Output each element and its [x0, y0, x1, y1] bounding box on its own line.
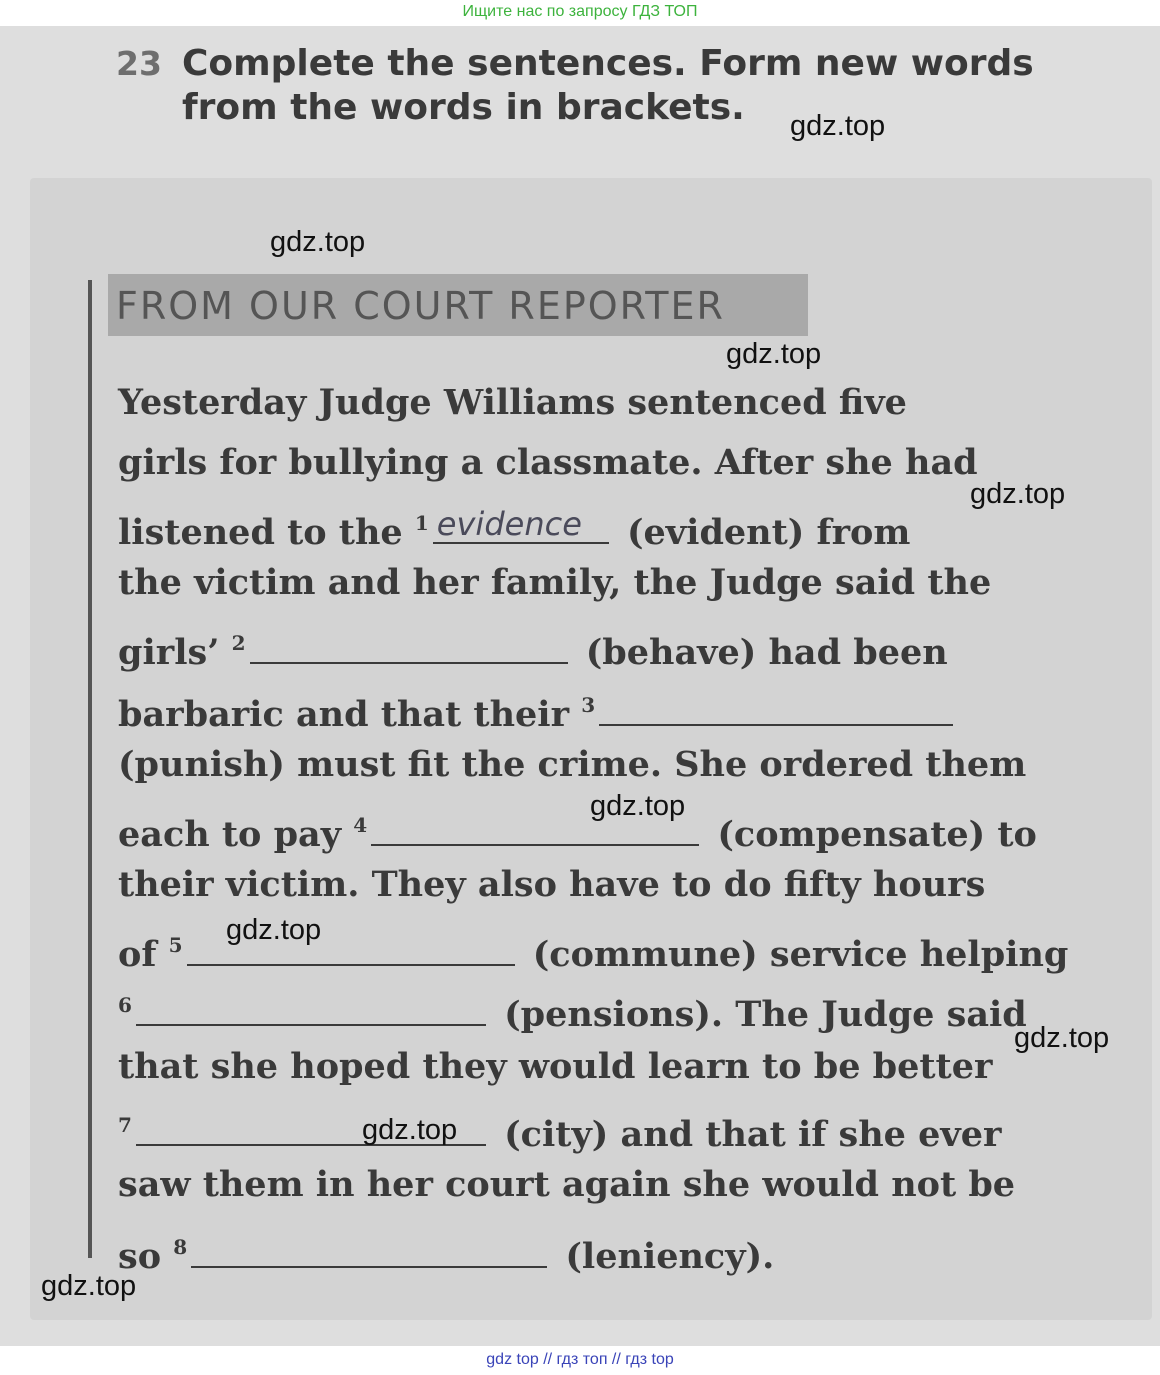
exercise-number: 23 [116, 44, 162, 83]
text: (commune) service helping [520, 934, 1069, 975]
text: listened to the [118, 512, 415, 553]
vertical-rule [88, 280, 92, 1258]
text-line-11 [118, 983, 1027, 1037]
watermark: gdz.top [790, 110, 886, 142]
text-line-12 [118, 1045, 992, 1089]
text: girls’ [118, 632, 232, 673]
watermark: gdz.top [590, 790, 686, 822]
watermark: gdz.top [41, 1270, 137, 1302]
gap-number: 4 [353, 813, 368, 837]
text: (pensions). The Judge said [491, 994, 1027, 1035]
text: that she hoped they would learn to be better [118, 1046, 993, 1087]
section-title: FROM OUR COURT REPORTER [108, 274, 808, 336]
text: saw them in her court again she would not be [118, 1164, 1016, 1205]
text: each to pay [118, 814, 354, 855]
watermark: gdz.top [726, 338, 822, 370]
text-line-7 [118, 743, 1026, 787]
gap-number: 6 [118, 993, 132, 1017]
gap-6-field[interactable] [136, 994, 486, 1026]
text: Yesterday Judge Williams sentenced five [118, 382, 907, 423]
gap-number: 2 [231, 631, 246, 655]
text: of [118, 934, 169, 975]
text: (compensate) to [705, 814, 1037, 855]
gap-number: 3 [581, 693, 596, 717]
text-line-6 [118, 683, 959, 737]
text: (behave) had been [573, 632, 948, 673]
watermark: gdz.top [1014, 1022, 1110, 1054]
text: girls for bullying a classmate. After she had [118, 442, 978, 483]
watermark: gdz.top [970, 478, 1066, 510]
text-line-5 [118, 621, 948, 675]
watermark: gdz.top [270, 226, 366, 258]
gap-number: 8 [173, 1235, 188, 1259]
text-line-14 [118, 1163, 1015, 1207]
gap-3-field[interactable] [599, 694, 953, 726]
gap-number: 7 [118, 1113, 132, 1137]
text: (punish) must fit the crime. She ordered them [118, 744, 1027, 785]
text: their victim. They also have to do fifty hours [118, 864, 986, 905]
text-line-13 [118, 1103, 1001, 1157]
gap-number: 5 [168, 933, 183, 957]
text: (city) and that if she ever [491, 1114, 1002, 1155]
text: so [118, 1236, 174, 1277]
exercise-heading [116, 42, 1076, 130]
text-line-1 [118, 381, 907, 425]
gap-1-answer: evidence [436, 505, 582, 543]
gap-2-field[interactable] [250, 632, 568, 664]
text-line-2 [118, 441, 978, 485]
text: (evident) from [614, 512, 911, 553]
watermark: gdz.top [226, 914, 322, 946]
text: (leniency). [553, 1236, 775, 1277]
watermark: gdz.top [362, 1114, 458, 1146]
text-line-3 [118, 501, 910, 555]
text-line-8 [118, 803, 1037, 857]
gap-8-field[interactable] [191, 1236, 547, 1268]
text-line-4 [118, 561, 991, 605]
text: the victim and her family, the Judge said the [118, 562, 992, 603]
instruction-line-1: Complete the sentences. Form new words [182, 43, 1034, 84]
instruction-line-2: from the words in brackets. [182, 87, 745, 128]
gap-1-field[interactable] [433, 505, 609, 544]
text: barbaric and that their [118, 694, 582, 735]
text-line-9 [118, 863, 985, 907]
text-line-15 [118, 1225, 774, 1279]
top-banner[interactable]: Ищите нас по запросу ГДЗ ТОП [462, 3, 698, 20]
footer-links[interactable]: gdz top // гдз топ // гдз top [0, 1348, 1160, 1375]
gap-number: 1 [414, 511, 429, 535]
